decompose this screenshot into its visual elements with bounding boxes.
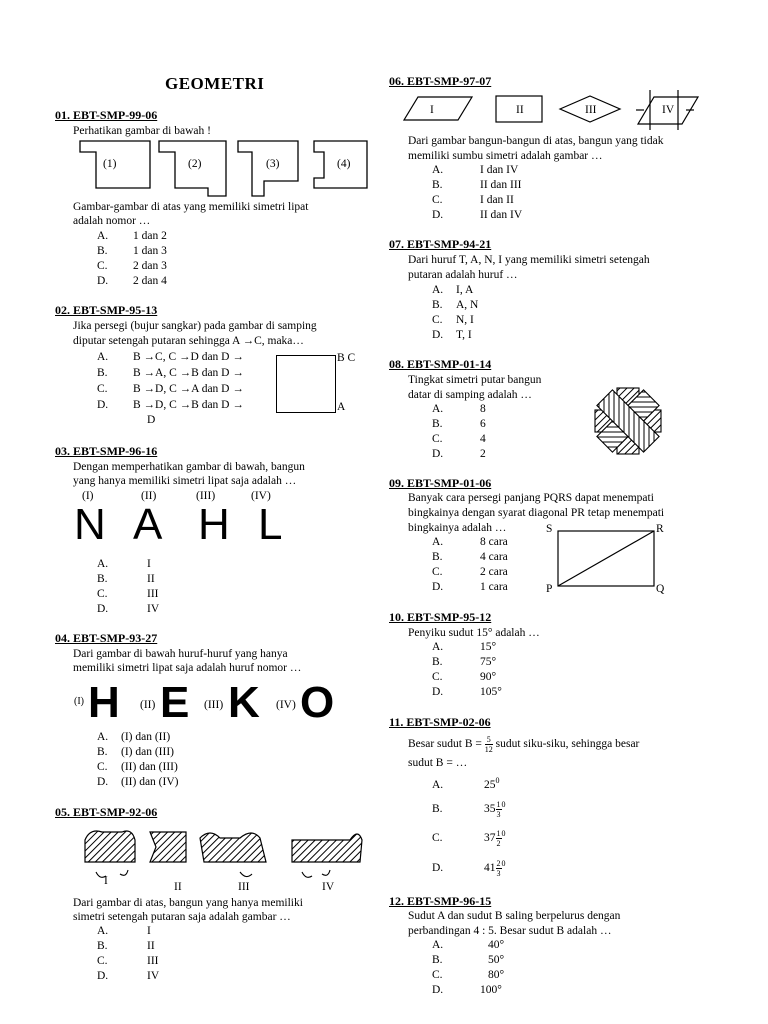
figure-label-3: III [585,104,597,116]
option-c[interactable]: C. N, I [432,314,474,326]
corner-label-q: Q [656,583,665,595]
letter-l: L [258,500,283,549]
option-d[interactable]: D. II dan IV [432,209,523,221]
page-title: GEOMETRI [165,74,265,93]
option-d[interactable]: D. 100° [432,984,502,996]
question-11-header: 11. EBT-SMP-02-06 [389,715,491,729]
option-a[interactable]: A. I [97,558,151,570]
option-a[interactable]: A. I [97,925,151,937]
question-02-text: diputar setengah putaran sehingga A →C, maka… [73,335,304,347]
option-d-continued: D [147,414,156,426]
square-label-top: B C [337,352,356,364]
option-d[interactable]: D. 41 $\frac{2}{3}$ $^0$ [432,858,506,878]
option-b[interactable]: B. II [97,940,155,952]
question-08-text: Tingkat simetri putar bangun [408,374,542,386]
option-b[interactable]: B. II [97,573,155,585]
option-a[interactable]: A. 8 [432,403,486,415]
option-c[interactable]: C. 90° [432,671,497,683]
option-b[interactable]: B. 75° [432,656,497,668]
option-a[interactable]: A. 15° [432,641,497,653]
question-06-figures [400,92,700,132]
rectangle-pqrs-figure [557,530,657,588]
option-d[interactable]: D. IV [97,970,160,982]
question-01-header: 01. EBT-SMP-99-06 [55,108,158,122]
square-label-bottom: A [337,401,346,413]
option-a[interactable]: A. B →C, C →D dan D → [97,351,244,363]
question-10-text: Penyiku sudut 15° adalah … [408,627,540,639]
question-08-header: 08. EBT-SMP-01-14 [389,357,492,371]
option-b[interactable]: B. 4 cara [432,551,508,563]
figure-label-1: I [430,104,434,116]
question-02-text: Jika persegi (bujur sangkar) pada gambar di samping [73,320,317,332]
letter-o: O [300,678,335,727]
question-09-text: bingkainya adalah … [408,522,507,534]
option-c[interactable]: C. B →D, C →A dan D → [97,383,244,395]
question-05-header: 05. EBT-SMP-92-06 [55,805,158,819]
roman-label-2: (II) [141,490,157,502]
letter-h: H [88,678,120,727]
figure-label-4: IV [662,104,675,116]
roman-label-1: (I) [82,490,94,502]
option-c[interactable]: C. III [97,588,159,600]
question-06-text: memiliki sumbu simetri adalah gambar … [408,150,603,162]
question-04-text: memiliki simetri lipat saja adalah huruf nomor … [73,662,302,674]
question-11-text: Besar sudut B = $\frac{5}{12}$ sudut siku-siku, sehingga besar [408,735,640,754]
question-03-text: Dengan memperhatikan gambar di bawah, bangun [73,461,305,473]
option-c[interactable]: C. (II) dan (III) [97,761,178,773]
option-a[interactable]: A. 8 cara [432,536,508,548]
corner-label-r: R [656,523,664,535]
question-03-text: yang hanya memiliki simetri lipat saja adalah … [73,475,297,487]
letter-h: H [198,500,230,549]
option-a[interactable]: A. (I) dan (II) [97,731,171,743]
roman-label-4: (IV) [276,699,296,711]
question-12-text: Sudut A dan sudut B saling berpelurus dengan [408,910,621,922]
question-01-text: Perhatikan gambar di bawah ! [73,125,211,137]
option-d[interactable]: D. 1 cara [432,581,508,593]
option-d[interactable]: D. IV [97,603,160,615]
figure-label-2: II [516,104,524,116]
corner-label-p: P [546,583,553,595]
roman-label-1: (I) [74,696,84,707]
question-09-text: bingkainya dengan syarat diagonal PR tetap menempati [408,507,665,519]
question-08-text: datar di samping adalah … [408,389,532,401]
option-b[interactable]: B. A, N [432,299,479,311]
option-c[interactable]: C. 2 cara [432,566,508,578]
option-c[interactable]: C. 2 dan 3 [97,260,167,272]
figure-label-3: III [238,881,250,893]
corner-label-s: S [546,523,553,535]
question-03-header: 03. EBT-SMP-96-16 [55,444,158,458]
question-01-text: adalah nomor … [73,215,151,227]
option-a[interactable]: A. 40° [432,939,505,951]
question-01-figures [78,138,378,198]
roman-label-4: (IV) [251,490,271,502]
option-b[interactable]: B. 6 [432,418,486,430]
option-d[interactable]: D. (II) dan (IV) [97,776,179,788]
figure-label-1: I [104,875,108,887]
question-06-text: Dari gambar bangun-bangun di atas, bangun yang tidak [408,135,664,147]
figure-label-4: IV [322,881,335,893]
letter-a: A [133,500,163,549]
option-c[interactable]: C. 37 $\frac{1}{2}$ $^0$ [432,828,506,848]
letter-k: K [228,678,260,727]
option-b[interactable]: B. B →A, C →B dan D → [97,367,244,379]
option-c[interactable]: C. I dan II [432,194,514,206]
option-d[interactable]: D. 2 dan 4 [97,275,167,287]
question-04-header: 04. EBT-SMP-93-27 [55,631,158,645]
question-12-text: perbandingan 4 : 5. Besar sudut B adalah … [408,925,612,937]
option-a[interactable]: A. 1 dan 2 [97,230,167,242]
option-a[interactable]: A. $25^0$ [432,776,500,791]
letter-e: E [160,678,190,727]
question-11-text: sudut B = … [408,757,468,769]
figure-label-2: II [174,881,182,893]
option-d[interactable]: D. T, I [432,329,472,341]
square-figure [276,355,336,413]
option-b[interactable]: B. (I) dan (III) [97,746,174,758]
roman-label-3: (III) [204,699,224,711]
figure-label-2: (2) [188,158,202,170]
option-d[interactable]: D. 105° [432,686,502,698]
question-04-text: Dari gambar di bawah huruf-huruf yang hanya [73,648,288,660]
option-b[interactable]: B. 1 dan 3 [97,245,167,257]
option-c[interactable]: C. 80° [432,969,505,981]
question-12-header: 12. EBT-SMP-96-15 [389,894,492,908]
question-10-header: 10. EBT-SMP-95-12 [389,610,492,624]
rotational-symmetry-figure [593,386,663,456]
question-07-text: putaran adalah huruf … [408,269,518,281]
letter-n: N [74,500,106,549]
figure-label-4: (4) [337,158,351,170]
option-c[interactable]: C. III [97,955,159,967]
question-07-header: 07. EBT-SMP-94-21 [389,237,492,251]
option-d[interactable]: D. B →D, C →B dan D → [97,399,244,411]
option-b[interactable]: B. 35 $\frac{1}{3}$ $^0$ [432,799,506,819]
option-c[interactable]: C. 4 [432,433,486,445]
question-02-header: 02. EBT-SMP-95-13 [55,303,158,317]
question-01-text: Gambar-gambar di atas yang memiliki simetri lipat [73,201,309,213]
question-05-text: simetri setengah putaran saja adalah gambar … [73,911,291,923]
question-05-text: Dari gambar di atas, bangun yang hanya memiliki [73,897,303,909]
option-b[interactable]: B. II dan III [432,179,522,191]
figure-label-3: (3) [266,158,280,170]
figure-label-1: (1) [103,158,117,170]
question-09-header: 09. EBT-SMP-01-06 [389,476,492,490]
question-07-text: Dari huruf T, A, N, I yang memiliki simetri setengah [408,254,650,266]
option-a[interactable]: A. I dan IV [432,164,519,176]
roman-label-3: (III) [196,490,216,502]
question-09-text: Banyak cara persegi panjang PQRS dapat menempati [408,492,654,504]
option-a[interactable]: A. I, A [432,284,474,296]
option-b[interactable]: B. 50° [432,954,505,966]
option-d[interactable]: D. 2 [432,448,486,460]
roman-label-2: (II) [140,699,156,711]
question-06-header: 06. EBT-SMP-97-07 [389,74,492,88]
